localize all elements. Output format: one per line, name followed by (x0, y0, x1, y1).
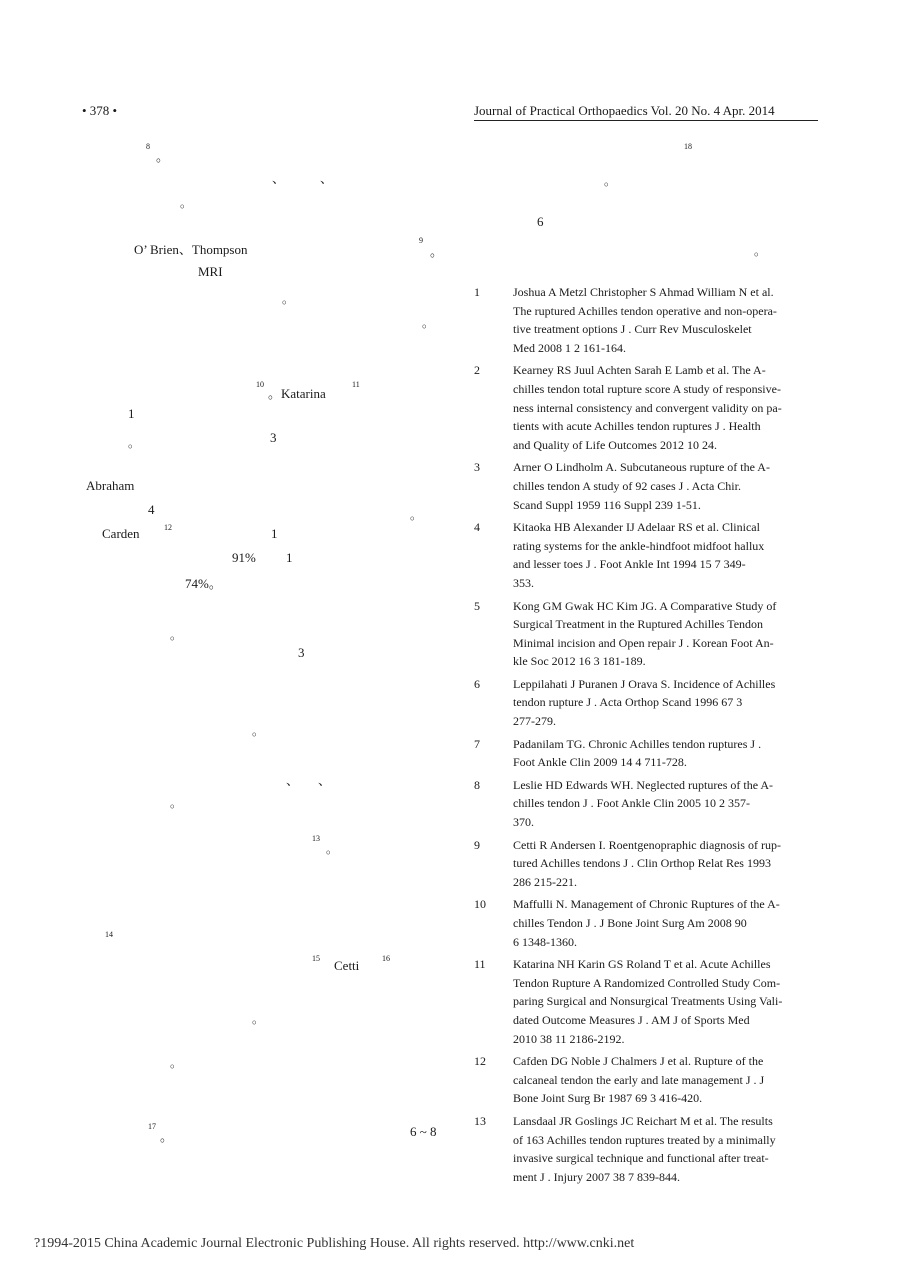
citation-superscript: 15 (312, 954, 320, 963)
reference-item (474, 283, 824, 357)
reference-number: 4 (474, 520, 480, 535)
text-fragment: 3 (270, 430, 277, 445)
reference-line: Foot Ankle Clin 2009 14 4 711-728. (513, 755, 687, 770)
reference-number: 12 (474, 1054, 486, 1069)
text-fragment: Carden (102, 526, 140, 541)
text-fragment: 。 (326, 842, 339, 856)
reference-number: 8 (474, 777, 480, 792)
text-fragment: 。 (604, 174, 617, 188)
reference-item (474, 597, 824, 671)
reference-line: of 163 Achilles tendon ruptures treated by a minimally (513, 1132, 776, 1147)
section-number: 6 (537, 214, 544, 229)
citation-superscript: 17 (148, 1122, 156, 1131)
text-fragment: 1 (286, 550, 293, 565)
text-fragment: 1 (271, 526, 278, 541)
text-fragment: 。 (156, 149, 170, 164)
reference-line: Cetti R Andersen I. Roentgenopraphic diagnosis of rup- (513, 837, 781, 852)
copyright-footer: ?1994-2015 China Academic Journal Electronic Publishing House. All rights reserved. http://www.cnki.net (34, 1236, 635, 1251)
citation-superscript: 11 (352, 380, 360, 389)
reference-line: calcaneal tendon the early and late management J . J (513, 1072, 765, 1087)
header-rule (474, 120, 818, 121)
text-fragment: 。 (170, 628, 183, 642)
text-fragment: 。 (282, 292, 295, 306)
reference-number: 2 (474, 363, 480, 378)
citation-superscript: 9 (419, 236, 423, 245)
reference-item (474, 955, 824, 1048)
reference-line: 6 1348-1360. (513, 934, 577, 949)
reference-line: paring Surgical and Nonsurgical Treatments Using Vali- (513, 994, 783, 1009)
reference-line: Cafden DG Noble J Chalmers J et al. Rupture of the (513, 1054, 764, 1069)
reference-line: Kong GM Gwak HC Kim JG. A Comparative Study of (513, 598, 777, 613)
reference-number: 6 (474, 676, 480, 691)
reference-line: Lansdaal JR Goslings JC Reichart M et al. The results (513, 1113, 773, 1128)
reference-line: Med 2008 1 2 161-164. (513, 340, 626, 355)
text-fragment: 。 (430, 244, 444, 259)
reference-line: Kearney RS Juul Achten Sarah E Lamb et al. The A- (513, 363, 766, 378)
reference-line: chilles tendon J . Foot Ankle Clin 2005 10 2 357- (513, 796, 750, 811)
reference-line: tendon rupture J . Acta Orthop Scand 1996 67 3 (513, 695, 743, 710)
reference-line: Leslie HD Edwards WH. Neglected ruptures of the A- (513, 777, 774, 792)
reference-line: invasive surgical technique and functional after treat- (513, 1151, 769, 1166)
text-fragment: Cetti (334, 958, 360, 973)
citation-superscript: 13 (312, 834, 320, 843)
reference-line: tients with acute Achilles tendon ruptures J . Health (513, 419, 761, 434)
text-fragment: 。 (170, 1056, 183, 1070)
reference-item (474, 836, 824, 892)
reference-list (474, 283, 824, 1190)
text-fragment: 。 (252, 1012, 265, 1026)
text-fragment: 、 (272, 171, 286, 186)
reference-line: Joshua A Metzl Christopher S Ahmad William N et al. (513, 285, 774, 299)
citation-superscript: 16 (382, 954, 390, 963)
reference-line: Tendon Rupture A Randomized Controlled Study Com- (513, 975, 781, 990)
reference-number: 1 (474, 285, 480, 299)
reference-item (474, 675, 824, 731)
reference-line: tured Achilles tendons J . Clin Orthop Relat Res 1993 (513, 856, 771, 871)
text-fragment: Abraham (86, 478, 135, 493)
reference-line: Padanilam TG. Chronic Achilles tendon ruptures J . (513, 736, 762, 751)
reference-line: Arner O Lindholm A. Subcutaneous rupture of the A- (513, 460, 770, 475)
reference-line: and lesser toes J . Foot Ankle Int 1994 15 7 349- (513, 557, 746, 572)
text-fragment: 。 (170, 796, 183, 810)
reference-line: Minimal incision and Open repair J . Korean Foot An- (513, 635, 774, 650)
text-fragment: 。 (754, 244, 767, 258)
reference-number: 10 (474, 897, 486, 912)
journal-header: Journal of Practical Orthopaedics Vol. 20 No. 4 Apr. 2014 (474, 103, 775, 118)
citation-superscript: 12 (164, 523, 172, 532)
text-fragment: 1 (128, 406, 135, 421)
reference-line: Maffulli N. Management of Chronic Ruptures of the A- (513, 897, 780, 912)
reference-number: 7 (474, 736, 480, 751)
text-fragment: 、 (318, 773, 332, 788)
reference-item (474, 895, 824, 951)
reference-line: Katarina NH Karin GS Roland T et al. Acute Achilles (513, 957, 771, 972)
reference-item (474, 518, 824, 592)
reference-line: rating systems for the ankle-hindfoot midfoot hallux (513, 538, 765, 553)
reference-line: Leppilahati J Puranen J Orava S. Incidence of Achilles (513, 676, 776, 691)
page-number: • 378 • (82, 103, 118, 118)
reference-line: and Quality of Life Outcomes 2012 10 24. (513, 437, 717, 452)
reference-line: Bone Joint Surg Br 1987 69 3 416-420. (513, 1091, 703, 1106)
reference-line: 353. (513, 575, 534, 590)
reference-line: tive treatment options J . Curr Rev Musculoskelet (513, 322, 752, 337)
reference-item (474, 1112, 824, 1186)
reference-line: chilles tendon A study of 92 cases J . Acta Chir. (513, 478, 741, 493)
reference-number: 3 (474, 460, 480, 475)
text-fragment: 。 (252, 724, 265, 738)
text-fragment: 。 (128, 436, 141, 450)
citation-superscript: 18 (684, 142, 692, 151)
reference-line: kle Soc 2012 16 3 181-189. (513, 654, 646, 669)
reference-line: ment J . Injury 2007 38 7 839-844. (513, 1169, 680, 1184)
reference-number: 13 (474, 1113, 486, 1128)
reference-item (474, 458, 824, 514)
citation-superscript: 8 (146, 142, 150, 151)
reference-number: 11 (474, 957, 486, 972)
reference-line: chilles tendon total rupture score A study of responsive- (513, 381, 781, 396)
text-fragment: 3 (298, 645, 305, 660)
reference-line: 286 215-221. (513, 874, 577, 889)
text-fragment: 、 (320, 171, 334, 186)
reference-line: Scand Suppl 1959 116 Suppl 239 1-51. (513, 497, 701, 512)
reference-number: 9 (474, 837, 480, 852)
reference-number: 5 (474, 598, 480, 613)
reference-line: The ruptured Achilles tendon operative and non-opera- (513, 303, 777, 318)
text-fragment: 。 (180, 196, 193, 210)
text-fragment: 91% (232, 550, 256, 565)
reference-line: 370. (513, 815, 534, 830)
text-fragment: 。 (160, 1129, 174, 1144)
reference-item (474, 776, 824, 832)
reference-item (474, 1052, 824, 1108)
text-fragment: 74%。 (185, 576, 222, 591)
text-fragment: 。Katarina (268, 386, 326, 401)
text-fragment: 、 (286, 773, 300, 788)
citation-superscript: 10 (256, 380, 264, 389)
reference-line: 2010 38 11 2186-2192. (513, 1031, 625, 1046)
text-fragment: 6 ~ 8 (410, 1124, 437, 1139)
reference-item (474, 735, 824, 772)
reference-line: Kitaoka HB Alexander IJ Adelaar RS et al. Clinical (513, 520, 760, 535)
text-fragment: 4 (148, 502, 155, 517)
reference-line: dated Outcome Measures J . AM J of Sports Med (513, 1012, 750, 1027)
text-fragment: 。 (410, 508, 423, 522)
reference-line: ness internal consistency and convergent validity on pa- (513, 400, 782, 415)
text-fragment: MRI (198, 264, 223, 279)
citation-superscript: 14 (105, 930, 113, 939)
text-fragment: O’ Brien、Thompson (134, 242, 248, 257)
text-fragment: 。 (422, 316, 435, 330)
reference-line: 277-279. (513, 714, 556, 729)
reference-item (474, 361, 824, 454)
reference-line: Surgical Treatment in the Ruptured Achilles Tendon (513, 617, 764, 632)
reference-line: chilles Tendon J . J Bone Joint Surg Am 2008 90 (513, 916, 747, 930)
